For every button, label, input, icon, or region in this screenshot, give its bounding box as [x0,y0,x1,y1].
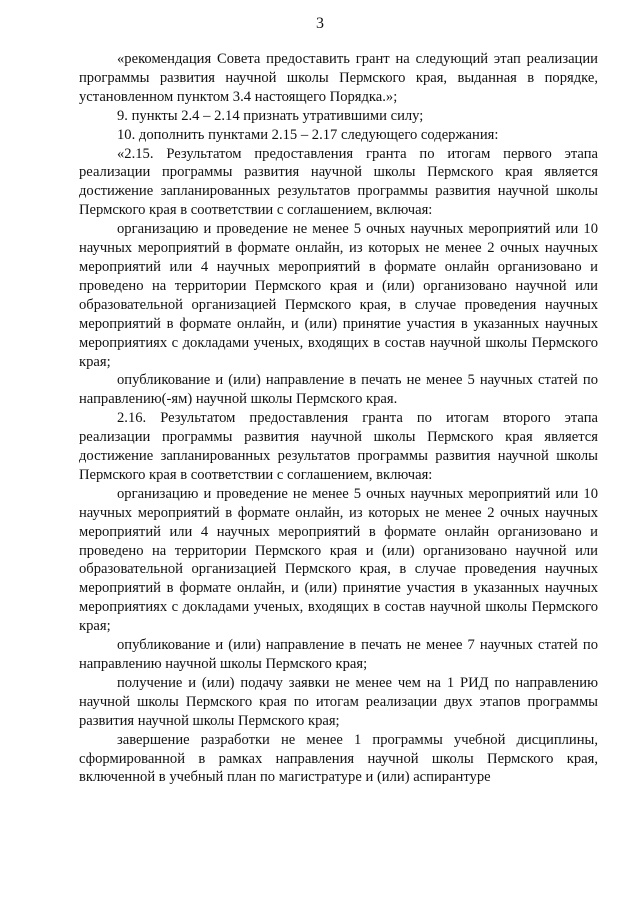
paragraph-item-10: 10. дополнить пунктами 2.15 – 2.17 следующего содержания: [117,126,499,143]
paragraph-2-16-curriculum: завершение разработки не менее 1 программы учебной дисциплины, сформированной в рамках направления научной школы Пермского края, включенной в учебный план по магистратуре и (или) аспирантуре [79,731,598,786]
paragraph-2-16: 2.16. Результатом предоставления гранта по итогам второго этапа реализации программы развития научной школы Пермского края является достижение запланированных результатов программы развития научной школы Пермского края в соответствии с соглашением, включая: [79,410,598,483]
paragraph-2-15-events: организацию и проведение не менее 5 очных научных мероприятий или 10 научных мероприятий в формате онлайн, из которых не менее 2 очных научных мероприятий или 4 научных мероприятий в формате онлайн организовано и проведено на территории Пермского края и (или) организовано научной или образовательной организацией Пермского края, в случае проведения научных мероприятий в формате онлайн, и (или) принятие участия в указанных научных мероприятиях с докладами ученых, входящих в состав научной школы Пермского края; [79,221,598,370]
document-body [79,50,598,787]
paragraph-recommendation: «рекомендация Совета предоставить грант на следующий этап реализации программы развития научной школы Пермского края, выданная в порядке, установленном пунктом 3.4 настоящего Порядка.»; [79,51,598,105]
paragraph-2-15: «2.15. Результатом предоставления гранта по итогам первого этапа реализации программы развития научной школы Пермского края является достижение запланированных результатов программы развития научной школы Пермского края в соответствии с соглашением, включая: [79,145,598,219]
paragraph-2-16-publications: опубликование и (или) направление в печать не менее 7 научных статей по направлению научной школы Пермского края; [79,637,598,672]
paragraph-2-16-events: организацию и проведение не менее 5 очных научных мероприятий или 10 научных мероприятий в формате онлайн, из которых не менее 2 очных научных мероприятий или 4 научных мероприятий в формате онлайн организовано и проведено на территории Пермского края и (или) организовано научной или образовательной организацией Пермского края, в случае проведения научных мероприятий в формате онлайн, и (или) принятие участия в указанных научных мероприятиях с докладами ученых, входящих в состав научной школы Пермского края; [79,485,598,635]
paragraph-2-16-rid: получение и (или) подачу заявки не менее чем на 1 РИД по направлению научной школы Пермского края по итогам реализации двух этапов программы развития научной школы Пермского края; [79,674,598,729]
page-number: 3 [316,15,324,32]
paragraph-item-9: 9. пункты 2.4 – 2.14 признать утратившими силу; [117,107,424,124]
paragraph-2-15-publications: опубликование и (или) направление в печать не менее 5 научных статей по направлению(-ям) научной школы Пермского края. [79,372,598,408]
